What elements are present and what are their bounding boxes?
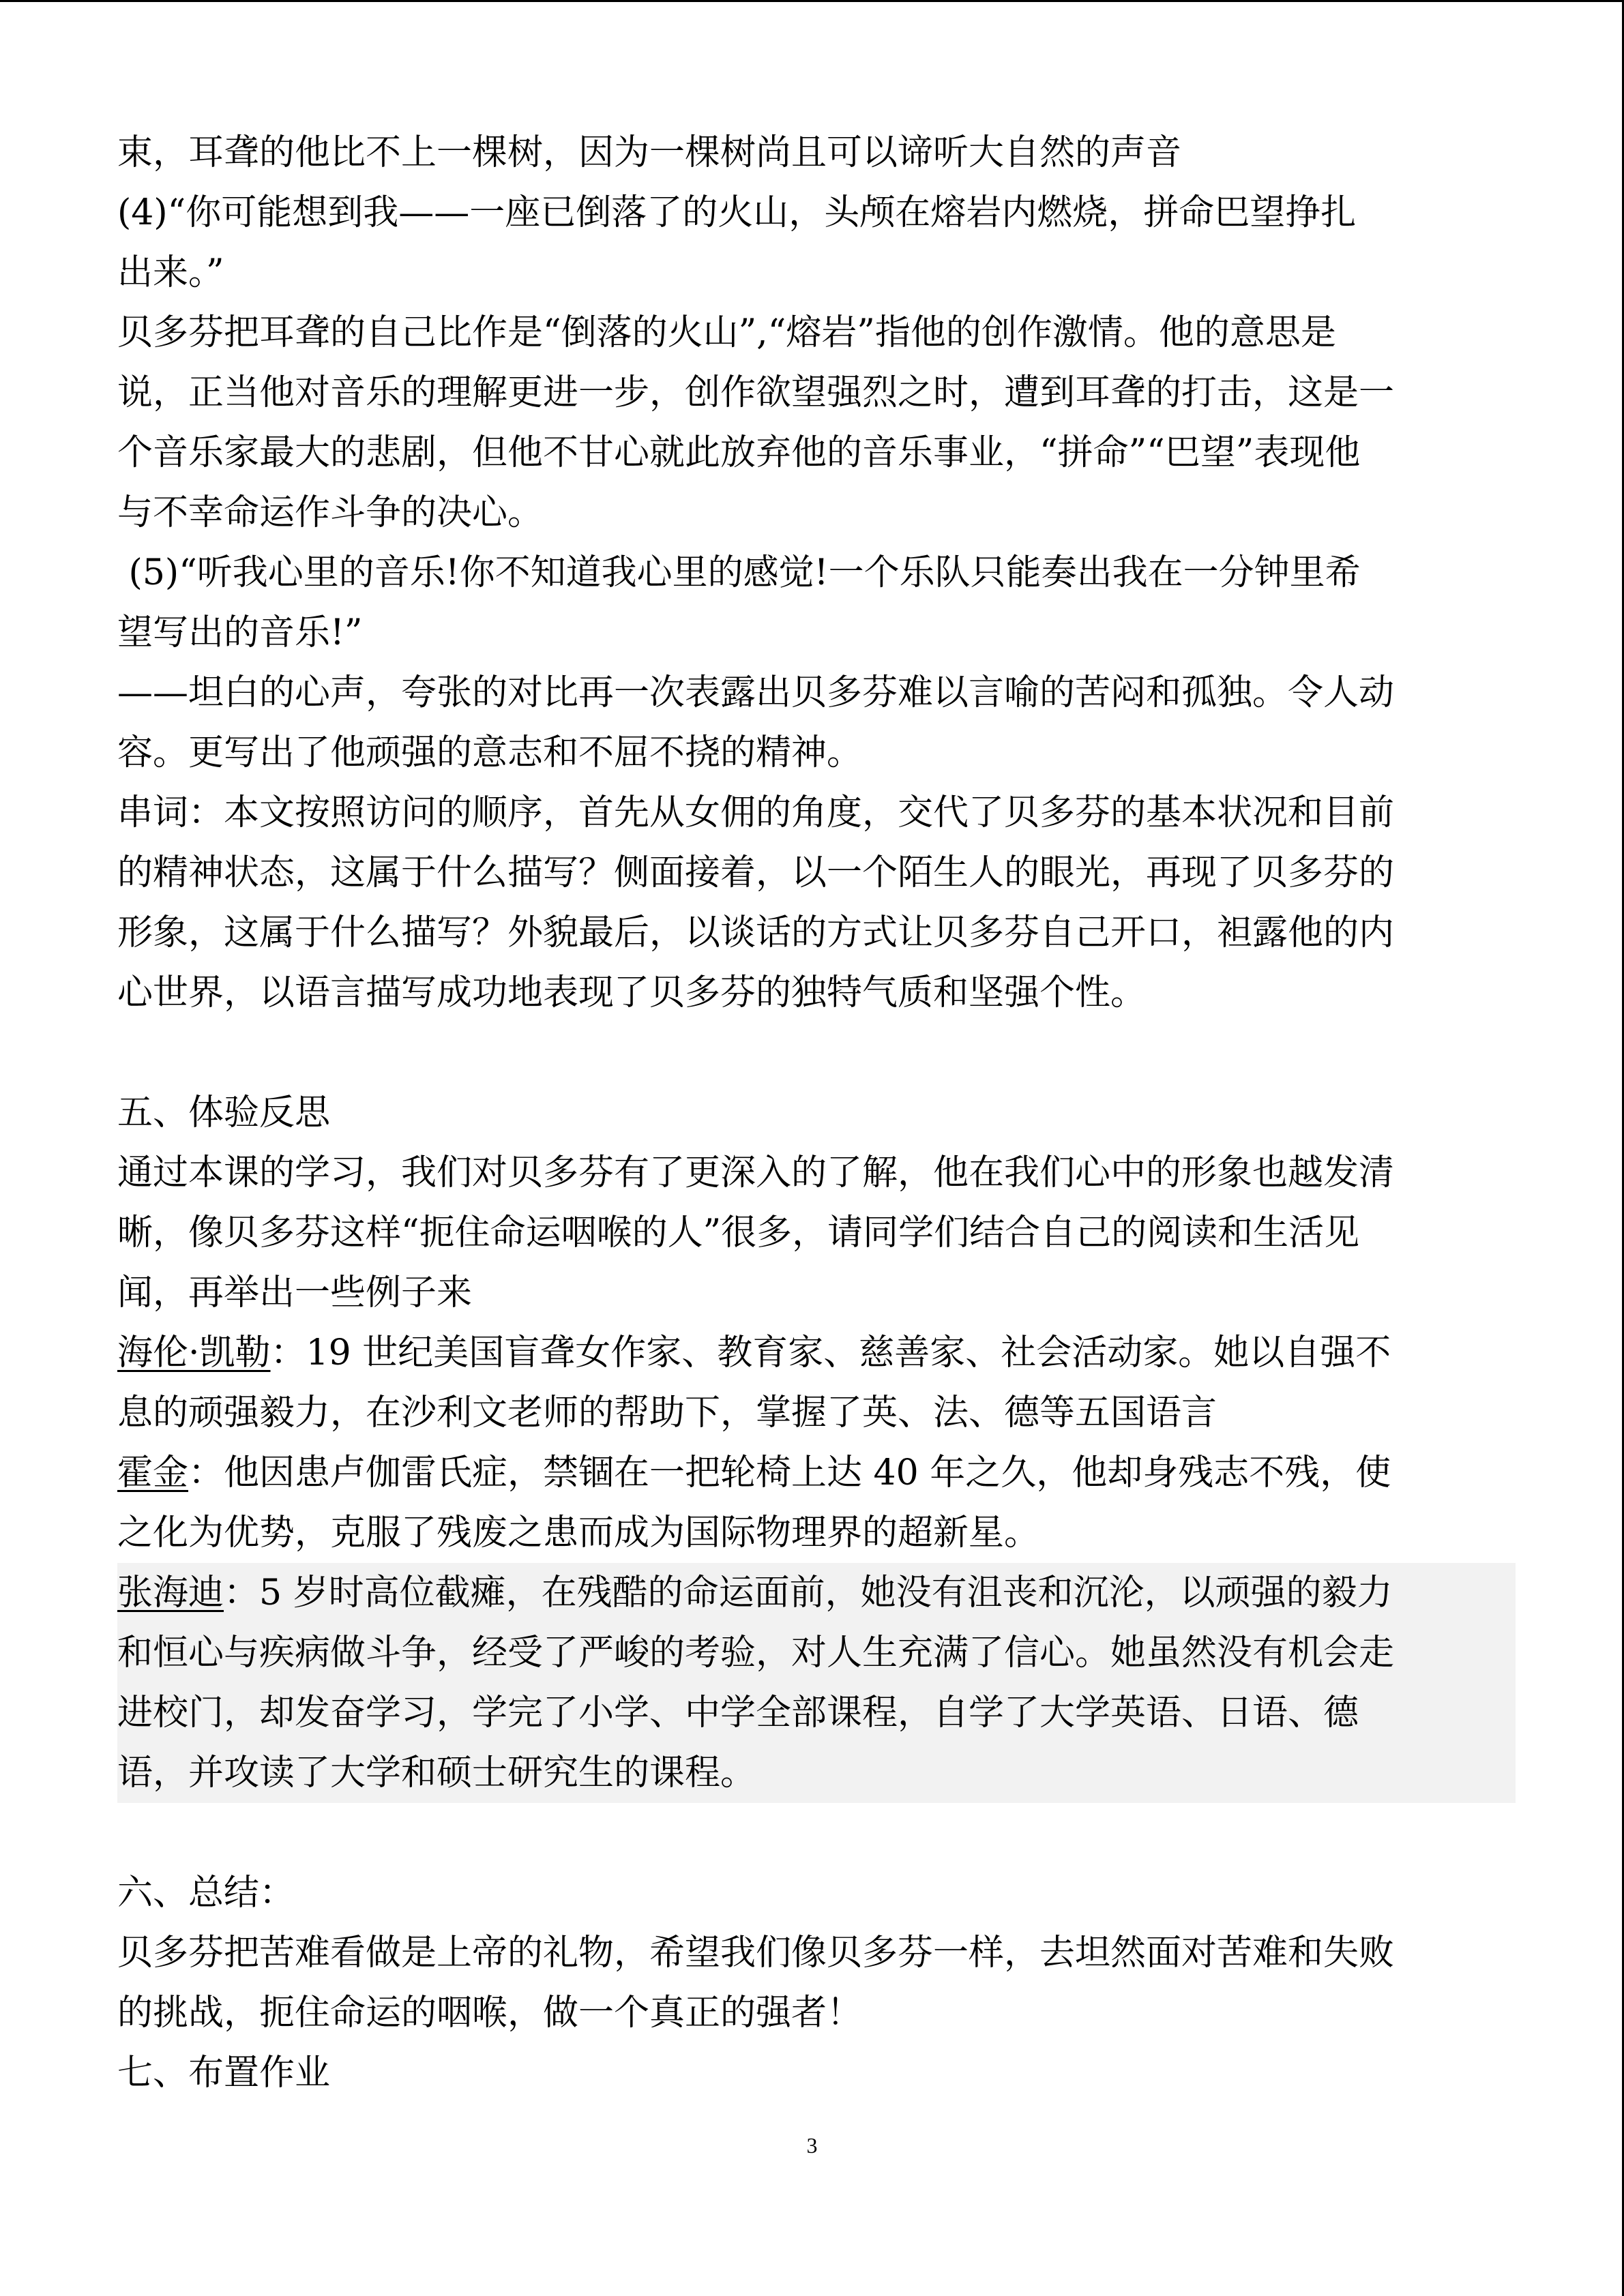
example-name: 霍金 [117,1452,189,1493]
document-body [117,123,1516,2103]
text-line: 晰，像贝多芬这样“扼住命运咽喉的人”很多，请同学们结合自己的阅读和生活见 [117,1212,1360,1253]
example-helen-keller [117,1323,1516,1383]
page-border-top [0,0,1624,2]
text-line: 容。更写出了他顽强的意志和不屈不挠的精神。 [117,732,863,773]
example-zhang-haidi [117,1563,1516,1623]
example-hawking [117,1443,1516,1503]
blank-line [117,1023,1516,1083]
text-line: 贝多芬把苦难看做是上帝的礼物，希望我们像贝多芬一样，去坦然面对苦难和失败 [117,1933,1395,1973]
text-line: (5)“听我心里的音乐!你不知道我心里的感觉!一个乐队只能奏出我在一分钟里希 [117,552,1361,593]
text-line: (4)“你可能想到我——一座已倒落了的火山，头颅在熔岩内燃烧，拼命巴望挣扎 [117,192,1357,233]
section-heading-7: 七、布置作业 [117,2053,331,2093]
text-line: 望写出的音乐!” [117,612,363,653]
example-text: ：5 岁时高位截瘫，在残酷的命运面前，她没有沮丧和沉沦，以顽强的毅力 [224,1572,1393,1613]
text-line: 语，并攻读了大学和硕士研究生的课程。 [117,1753,756,1793]
example-name: 张海迪 [117,1572,224,1613]
text-line: 的精神状态，这属于什么描写？侧面接着，以一个陌生人的眼光，再现了贝多芬的 [117,852,1395,893]
page-number: 3 [806,2133,818,2158]
text-line: 进校门，却发奋学习，学完了小学、中学全部课程，自学了大学英语、日语、德 [117,1693,1359,1733]
text-line: 贝多芬把耳聋的自己比作是“倒落的火山”,“熔岩”指他的创作激情。他的意思是 [117,312,1336,353]
blank-line [117,1803,1516,1863]
text-line: 形象，这属于什么描写？外貌最后，以谈话的方式让贝多芬自己开口，袒露他的内 [117,912,1395,953]
shaded-paragraph [117,1563,1516,1803]
text-line: 息的顽强毅力，在沙利文老师的帮助下，掌握了英、法、德等五国语言 [117,1392,1217,1433]
text-line: 串词：本文按照访问的顺序，首先从女佣的角度，交代了贝多芬的基本状况和目前 [117,792,1395,833]
example-text: ：他因患卢伽雷氏症，禁锢在一把轮椅上达 40 年之久，他却身残志不残，使 [188,1452,1391,1493]
section-heading-6: 六、总结： [117,1873,295,1913]
text-line: 闻，再举出一些例子来 [117,1272,473,1313]
text-line: 与不幸命运作斗争的决心。 [117,492,544,533]
text-line: 的挑战，扼住命运的咽喉，做一个真正的强者！ [117,1993,863,2033]
section-heading-5: 五、体验反思 [117,1092,331,1133]
text-line: 心世界，以语言描写成功地表现了贝多芬的独特气质和坚强个性。 [117,972,1147,1013]
text-line: 之化为优势，克服了残废之患而成为国际物理界的超新星。 [117,1512,1040,1553]
text-line: 和恒心与疾病做斗争，经受了严峻的考验，对人生充满了信心。她虽然没有机会走 [117,1632,1395,1673]
example-name: 海伦·凯勒 [117,1332,271,1373]
text-line: 出来。” [117,252,224,293]
text-line: 说，正当他对音乐的理解更进一步，创作欲望强烈之时，遭到耳聋的打击，这是一 [117,372,1395,413]
text-line: 个音乐家最大的悲剧，但他不甘心就此放弃他的音乐事业，“拼命”“巴望”表现他 [117,432,1361,473]
text-line: ——坦白的心声，夸张的对比再一次表露出贝多芬难以言喻的苦闷和孤独。令人动 [117,672,1395,713]
example-text: ：19 世纪美国盲聋女作家、教育家、慈善家、社会活动家。她以自强不 [270,1332,1391,1373]
text-line: 通过本课的学习，我们对贝多芬有了更深入的了解，他在我们心中的形象也越发清 [117,1152,1395,1193]
text-line: 束，耳聋的他比不上一棵树，因为一棵树尚且可以谛听大自然的声音 [117,132,1182,173]
